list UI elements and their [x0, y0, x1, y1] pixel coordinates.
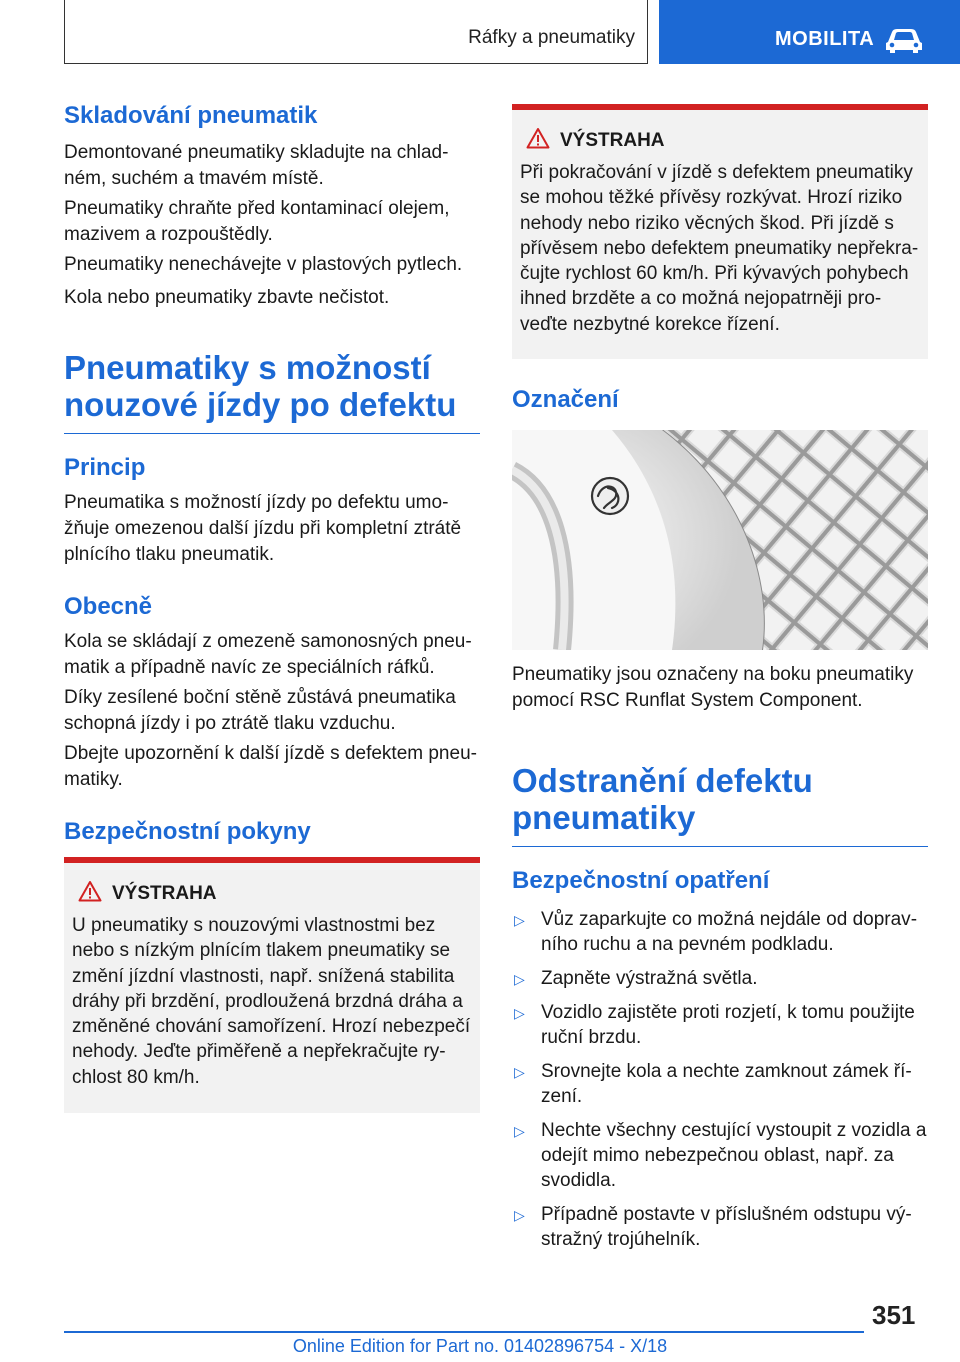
- list-item: [512, 966, 928, 991]
- step-arrow-icon: ▷: [514, 1123, 525, 1139]
- section-tab[interactable]: [659, 0, 960, 64]
- warning-triangle-icon: [526, 127, 550, 149]
- measures-heading: Bezpečnostní opatření: [512, 867, 770, 894]
- general-paragraph-3: Dbejte upozornění k další jízdě s defektem pneumatiky.: [64, 743, 477, 790]
- step-text: Případně postavte v příslušném odstupu výstražný trojúhelník.: [541, 1204, 912, 1250]
- step-arrow-icon: ▷: [514, 1005, 525, 1021]
- list-item: [512, 1000, 928, 1050]
- footer-edition: Online Edition for Part no. 01402896754 - X/18: [292, 1336, 668, 1356]
- storage-paragraph-2: Pneumatiky chraňte před kontaminací olejem, mazivem a rozpouštědly.: [64, 198, 450, 245]
- safety-heading: Bezpečnostní pokyny: [64, 818, 311, 845]
- storage-heading: Skladování pneumatik: [64, 102, 318, 129]
- general-paragraph-2: Díky zesílené boční stěně zůstává pneumatika schopná jízdy i po ztrátě tlaku vzduchu.: [64, 687, 456, 734]
- list-item: [512, 1202, 928, 1252]
- step-arrow-icon: ▷: [514, 1207, 525, 1223]
- warning-text: U pneumatiky s nouzovými vlastnostmi bez nebo s nízkým plnícím tlakem pneumatiky se změní jízdní vlastnosti, např. snížená stabilita dráhy při brzdění, prodloužená brzdná dráha a změněné chování samořízení. Hrozí nebezpečí nehody. Jeďte přiměřeně a nepřekračujte rychlost 80 km/h.: [72, 915, 471, 1088]
- general-heading: Obecně: [64, 593, 153, 620]
- step-text: Vůz zaparkujte co možná nejdále od dopravního ruchu a na pevném podkladu.: [541, 909, 918, 955]
- marking-heading: Označení: [512, 386, 619, 413]
- warning-text: Při pokračování v jízdě s defektem pneumatiky se mohou těžké přívěsy rozkývat. Hrozí riziko nehody nebo riziko věcných škod. Při jízdě s přívěsem nebo defektem pneumatiky nepřekračujte rychlost 60 km/h. Při kývavých pohybech ihned brzděte a co možná nejopatrněji proveďte nezbytné korekce řízení.: [520, 162, 919, 335]
- list-item: [512, 1118, 928, 1193]
- step-text: Vozidlo zajistěte proti rozjetí, k tomu použijte ruční brzdu.: [541, 1002, 915, 1048]
- list-item: [512, 907, 928, 957]
- principle-heading: Princip: [64, 454, 146, 481]
- step-arrow-icon: ▷: [514, 912, 525, 928]
- page-number: 351: [872, 1300, 916, 1330]
- safety-steps-list: [512, 907, 928, 1261]
- section-label: MOBILITA: [775, 28, 875, 50]
- storage-paragraph-1: Demontované pneumatiky skladujte na chladném, suchém a tmavém místě.: [64, 142, 449, 189]
- warning-triangle-icon: [78, 880, 102, 902]
- chapter-title: Ráfky a pneumatiky: [468, 27, 635, 48]
- step-text: Srovnejte kola a nechte zamknout zámek řízení.: [541, 1061, 912, 1107]
- step-arrow-icon: ▷: [514, 971, 525, 987]
- tire-sidewall-illustration: [512, 430, 928, 650]
- warning-box-right: [512, 104, 928, 359]
- step-arrow-icon: ▷: [514, 1064, 525, 1080]
- warning-title: VÝSTRAHA: [112, 883, 217, 904]
- runflat-heading: Pneumatiky s možností nouzové jízdy po defektu: [64, 349, 480, 434]
- header-frame: [64, 0, 648, 64]
- principle-paragraph: Pneumatika s možností jízdy po defektu umožňuje omezenou další jízdu při kompletní ztrátě plnícího tlaku pneumatik.: [64, 492, 462, 565]
- step-text: Nechte všechny cestující vystoupit z vozidla a odejít mimo nebezpečnou oblast, např. za svodidla.: [541, 1120, 927, 1191]
- general-paragraph-1: Kola se skládají z omezeně samonosných pneumatik a případně navíc ze speciálních ráfků.: [64, 631, 472, 678]
- car-icon: [883, 26, 925, 54]
- repair-heading: Odstranění defektu pneumatiky: [512, 762, 928, 847]
- storage-paragraph-4: Kola nebo pneumatiky zbavte nečistot.: [64, 287, 390, 308]
- marking-paragraph: Pneumatiky jsou označeny na boku pneumatiky pomocí RSC Runflat System Component.: [512, 664, 914, 711]
- warning-box-left: [64, 857, 480, 1113]
- warning-title: VÝSTRAHA: [560, 130, 665, 151]
- footer-divider: [64, 1331, 864, 1333]
- step-text: Zapněte výstražná světla.: [541, 968, 758, 989]
- list-item: [512, 1059, 928, 1109]
- storage-paragraph-3: Pneumatiky nenechávejte v plastových pytlech.: [64, 254, 463, 275]
